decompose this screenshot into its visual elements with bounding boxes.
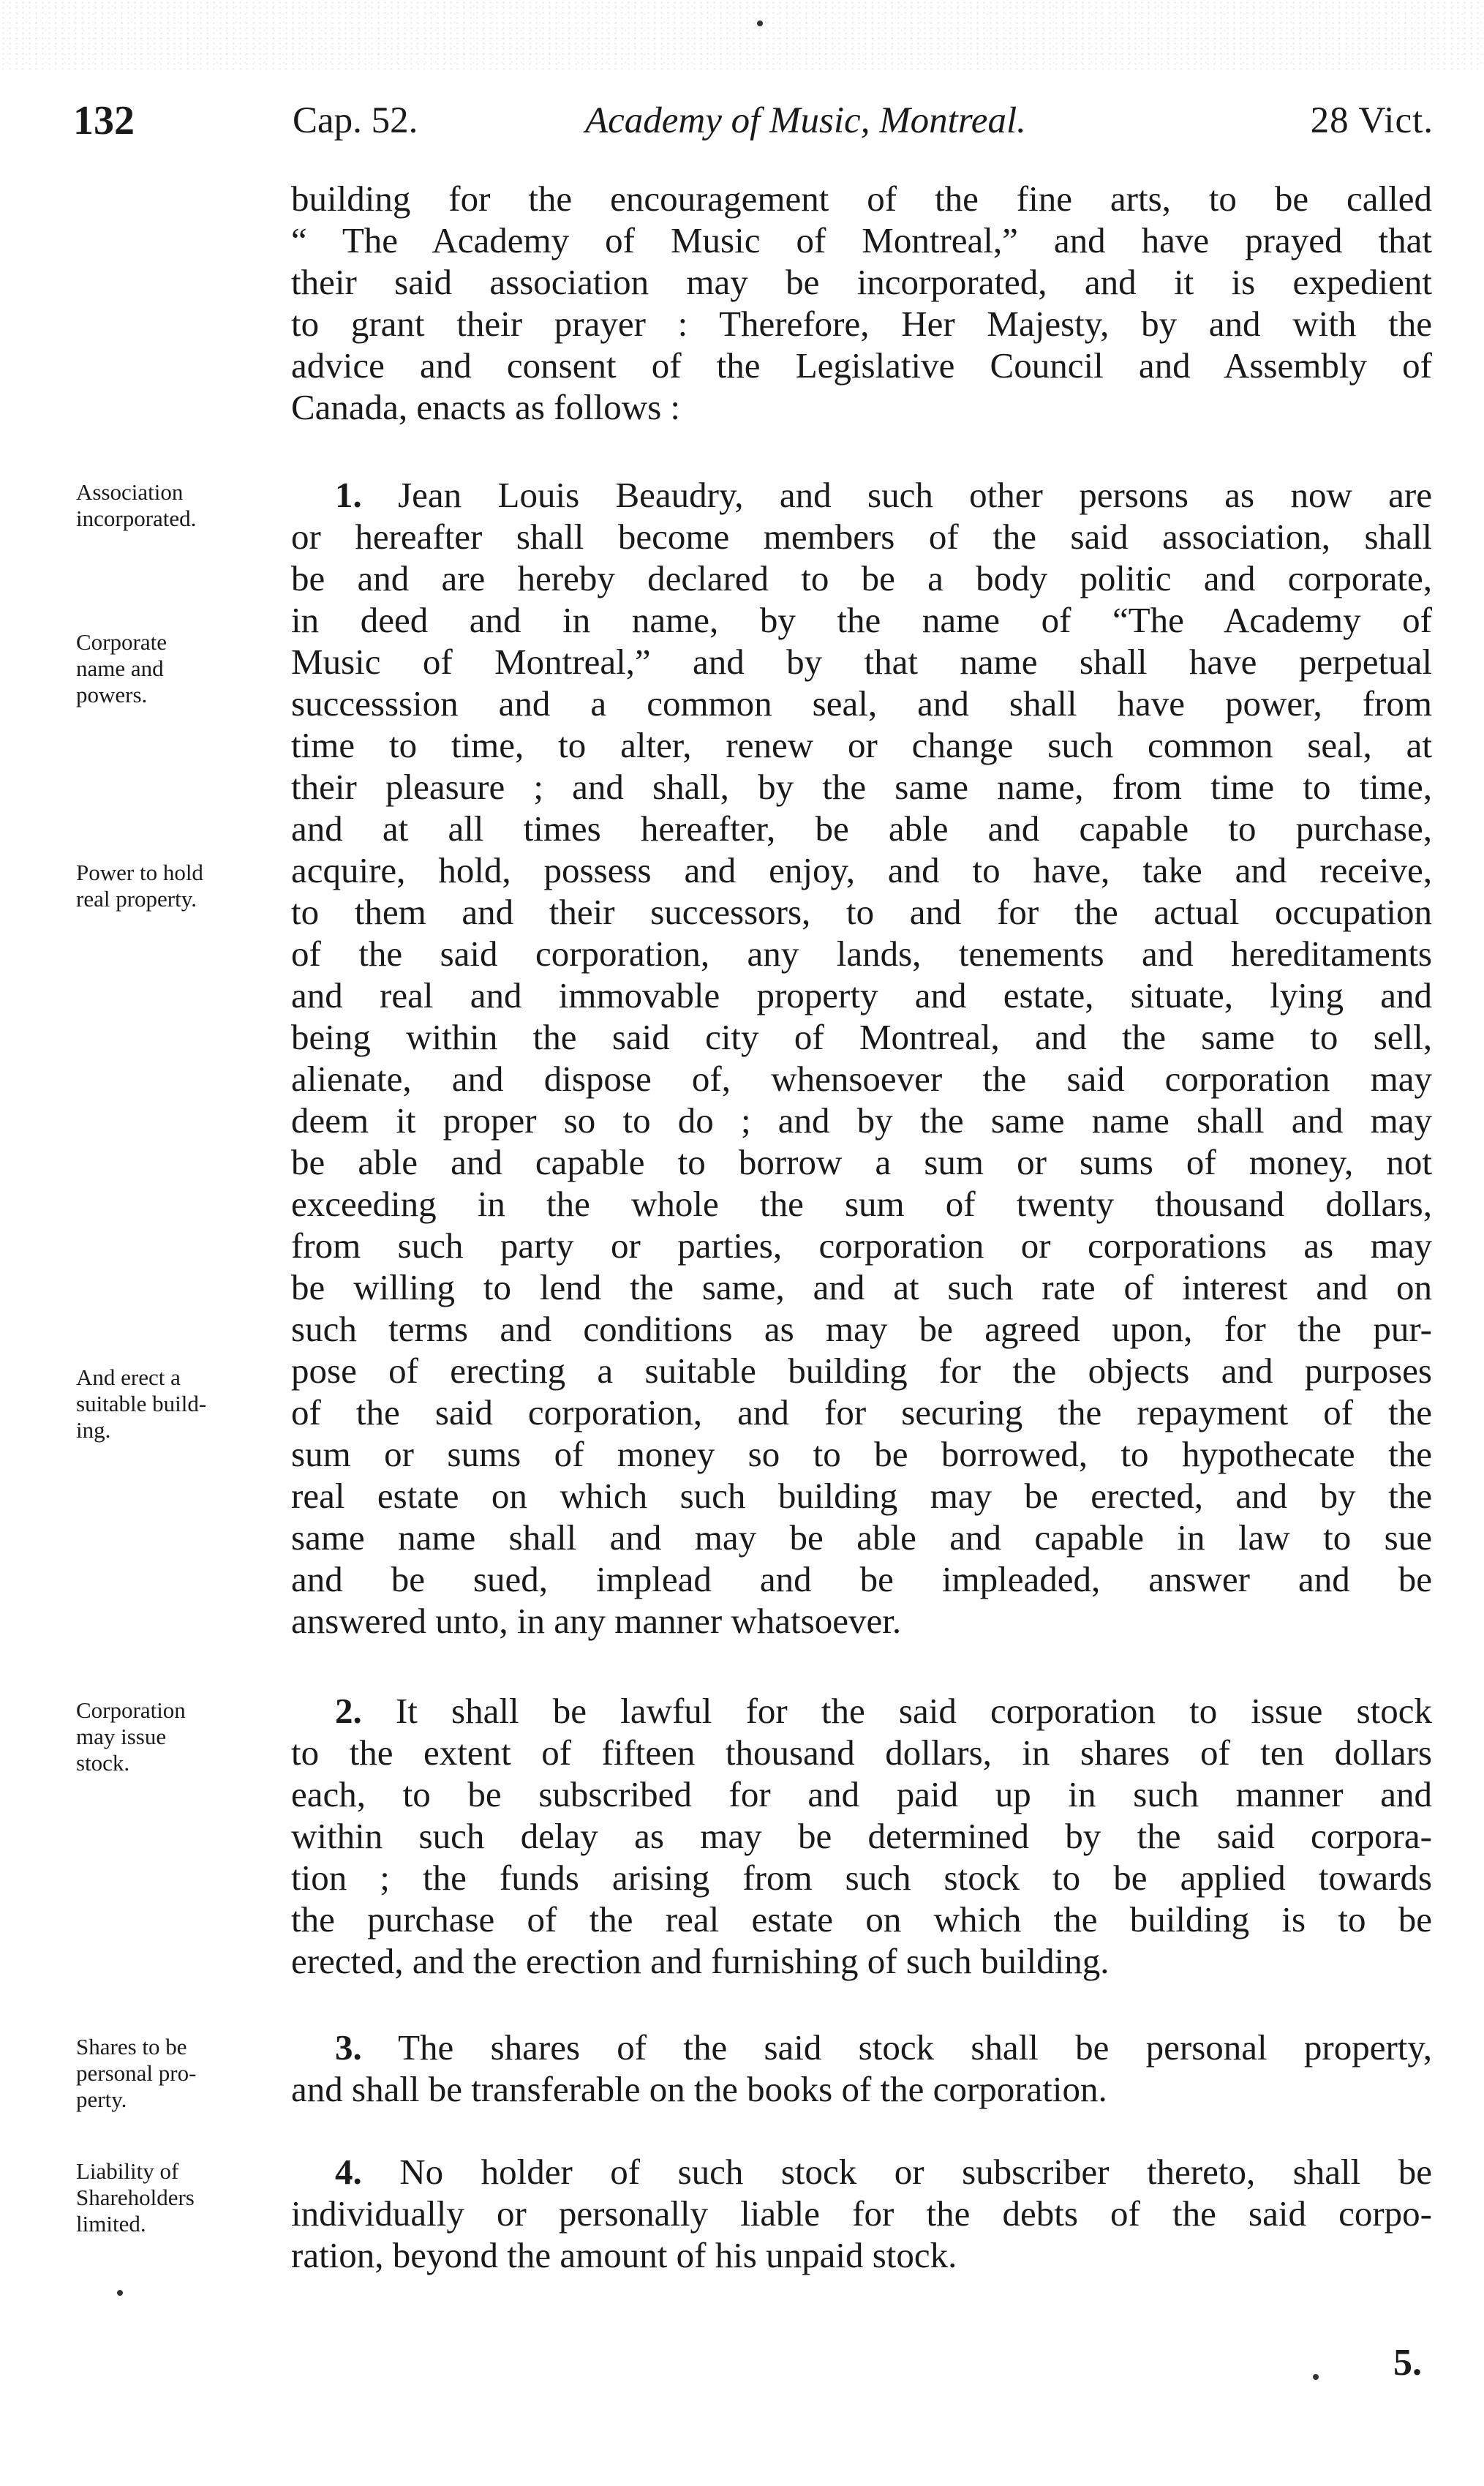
text-line: being within the said city of Montreal, and the same to sell, [291,1017,1432,1057]
text-line: each, to be subscribed for and paid up in such manner and [291,1774,1432,1814]
text-line: from such party or parties, corporation or corporations as may [291,1225,1432,1266]
text-line: pose of erecting a suitable building for the objects and purposes [291,1351,1432,1391]
text-line: and at all times hereafter, be able and capable to purchase, [291,808,1432,849]
margin-note: Liability of Shareholders limited. [76,2158,195,2237]
print-mark [757,20,763,26]
catchword: 5. [1393,2342,1422,2384]
section-3 [291,2027,1432,2110]
section-number: 1. [335,475,362,515]
text-line: the purchase of the real estate on which the building is to be [291,1899,1432,1939]
page-header [73,88,1434,154]
text-line: in deed and in name, by the name of “The Academy of [291,600,1432,640]
text-line: acquire, hold, possess and enjoy, and to have, take and receive, [291,850,1432,890]
section-number: 3. [335,2027,362,2068]
text-line [291,2151,1432,2193]
section-text: No holder of such stock or subscriber thereto, shall be [399,2152,1432,2192]
text-line: tion ; the funds arising from such stock to be applied towards [291,1858,1432,1898]
text-line: be willing to lend the same, and at such rate of interest and on [291,1267,1432,1307]
text-line [291,1690,1432,1732]
text-line: successsion and a common seal, and shall have power, from [291,683,1432,724]
section-text: Jean Louis Beaudry, and such other persons as now are [398,475,1432,515]
text-line: of the said corporation, any lands, tenements and hereditaments [291,934,1432,974]
section-text: It shall be lawful for the said corporation to issue stock [395,1691,1432,1731]
text-line: their pleasure ; and shall, by the same name, from time to time, [291,767,1432,807]
margin-note: Association incorporated. [76,479,197,531]
text-line: and real and immovable property and estate, situate, lying and [291,975,1432,1015]
text-line: be and are hereby declared to be a body politic and corporate, [291,558,1432,598]
section-1 [291,474,1432,1642]
text-line: or hereafter shall become members of the said association, shall [291,517,1432,557]
text-line: answered unto, in any manner whatsoever. [291,1601,902,1641]
text-line: individually or personally liable for the debts of the said corpo- [291,2193,1432,2234]
margin-note: Corporate name and powers. [76,629,167,707]
text-line: to the extent of fifteen thousand dollars, in shares of ten dollars [291,1732,1432,1773]
text-line: of the said corporation, and for securing the repayment of the [291,1392,1432,1432]
section-text: The shares of the said stock shall be personal property, [398,2027,1432,2068]
text-line: deem it proper so to do ; and by the same name shall and may [291,1100,1432,1141]
scan-noise [0,0,1484,70]
text-line: alienate, and dispose of, whensoever the said corporation may [291,1059,1432,1099]
text-line: such terms and conditions as may be agreed upon, for the pur- [291,1309,1432,1349]
margin-note: Power to hold real property. [76,860,203,912]
regnal-year: 28 Vict. [1310,100,1434,141]
section-4 [291,2151,1432,2276]
text-line: Canada, enacts as follows : [291,387,681,427]
section-number: 4. [335,2152,362,2192]
print-mark [117,2290,123,2296]
margin-note: Corporation may issue stock. [76,1697,186,1776]
text-line: time to time, to alter, renew or change such common seal, at [291,725,1432,765]
text-line: to grant their prayer : Therefore, Her Majesty, by and with the [291,304,1432,344]
section-2 [291,1690,1432,1982]
section-number: 2. [335,1691,362,1731]
running-title: Academy of Music, Montreal. [585,100,1026,141]
text-line: ration, beyond the amount of his unpaid stock. [291,2235,957,2275]
text-line: exceeding in the whole the sum of twenty thousand dollars, [291,1184,1432,1224]
page-number: 132 [73,98,135,143]
text-line: be able and capable to borrow a sum or sums of money, not [291,1142,1432,1182]
text-line [291,2027,1432,2068]
preamble [291,178,1432,428]
print-mark [1313,2374,1319,2380]
text-line: within such delay as may be determined by the said corpora- [291,1816,1432,1856]
text-line: their said association may be incorporated, and it is expedient [291,262,1432,302]
text-line: “ The Academy of Music of Montreal,” and have prayed that [291,220,1432,260]
text-line: sum or sums of money so to be borrowed, to hypothecate the [291,1434,1432,1474]
text-line: and be sued, implead and be impleaded, answer and be [291,1559,1432,1599]
text-line: and shall be transferable on the books of the corporation. [291,2069,1107,2109]
text-line: real estate on which such building may be erected, and by the [291,1476,1432,1516]
margin-note: And erect a suitable build- ing. [76,1364,207,1443]
text-line: Music of Montreal,” and by that name shall have perpetual [291,642,1432,682]
text-line: to them and their successors, to and for the actual occupation [291,892,1432,932]
text-line [291,474,1432,516]
text-line: same name shall and may be able and capable in law to sue [291,1517,1432,1558]
margin-note: Shares to be personal pro- perty. [76,2034,197,2112]
text-line: building for the encouragement of the fine arts, to be called [291,179,1432,219]
text-line: advice and consent of the Legislative Council and Assembly of [291,345,1432,386]
text-line: erected, and the erection and furnishing of such building. [291,1941,1110,1981]
chapter-label: Cap. 52. [293,100,418,141]
